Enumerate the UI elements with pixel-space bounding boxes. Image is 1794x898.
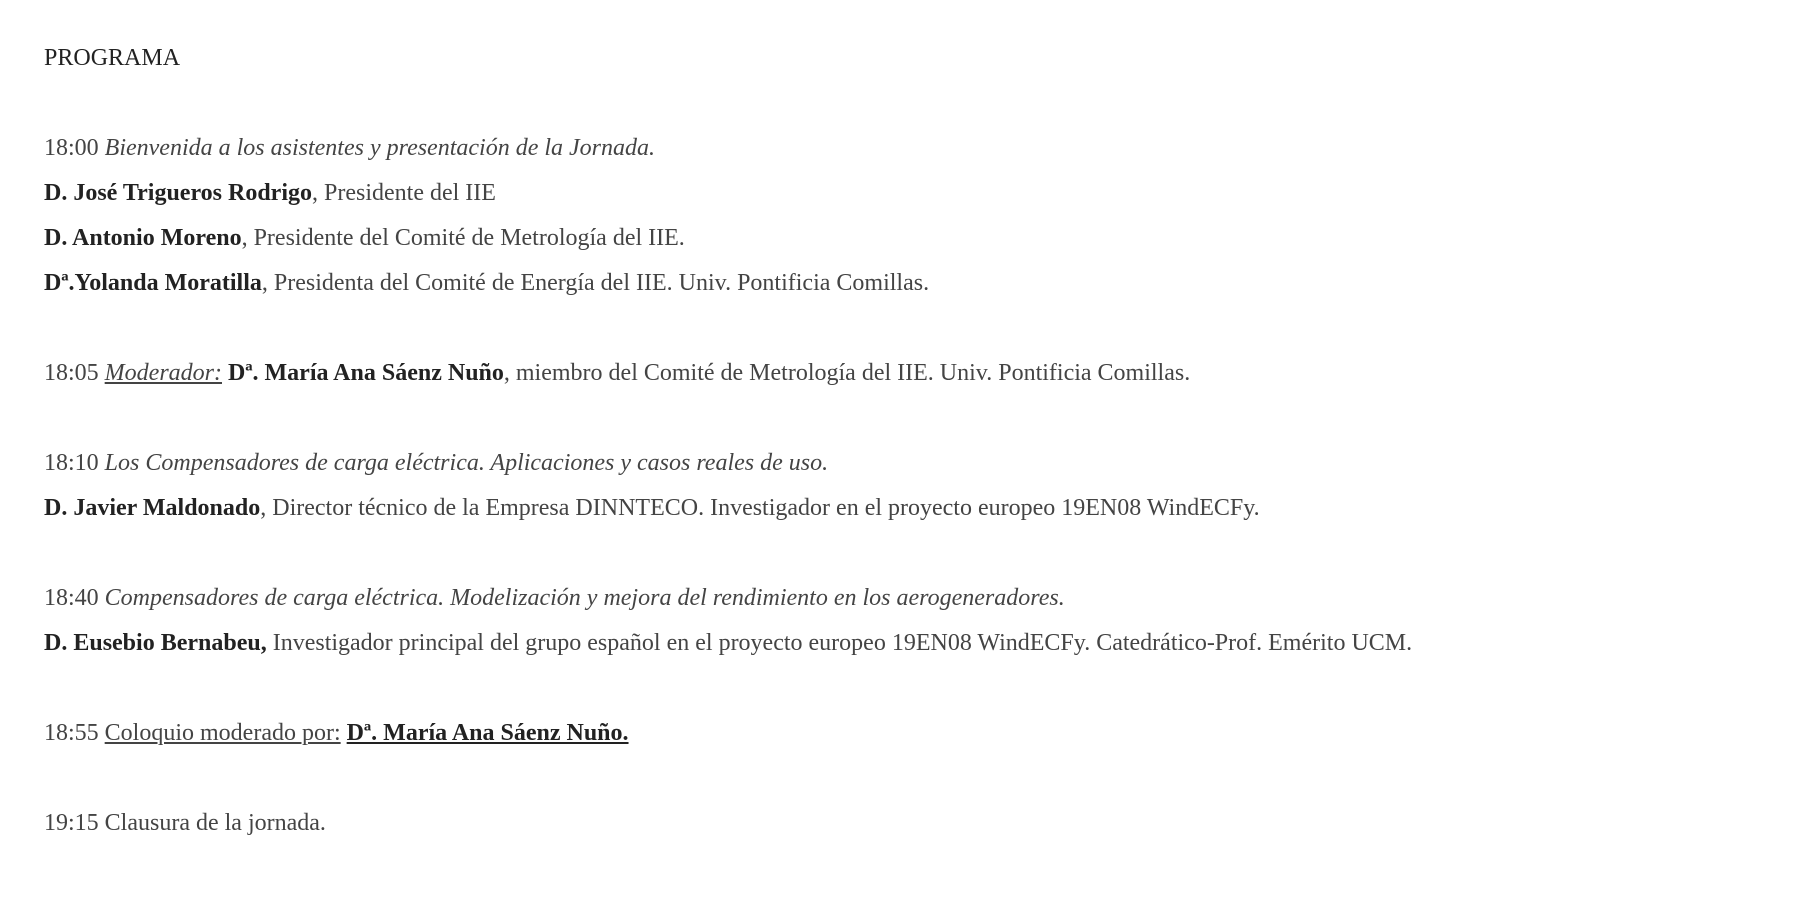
session-time: 18:00 xyxy=(44,135,99,161)
session-time: 18:10 xyxy=(44,450,99,476)
session-title: Bienvenida a los asistentes y presentación de la Jornada. xyxy=(104,135,656,161)
speaker-name: D. Javier Maldonado xyxy=(44,495,261,521)
speaker-line xyxy=(44,171,1754,216)
session-colloquium xyxy=(44,711,1754,756)
colloquium-label: Coloquio moderado por: xyxy=(104,720,341,746)
session-closing xyxy=(44,801,1754,846)
speaker-name: D. Antonio Moreno xyxy=(44,225,242,251)
program-heading: PROGRAMA xyxy=(44,45,181,71)
spacer xyxy=(44,306,1754,351)
speaker-role: , Presidenta del Comité de Energía del IIE. Univ. Pontificia Comillas. xyxy=(261,270,930,296)
session-time: 18:05 xyxy=(44,360,99,386)
spacer xyxy=(44,81,1754,126)
moderator-role: , miembro del Comité de Metrología del IIE. Univ. Pontificia Comillas. xyxy=(503,360,1191,386)
speaker-line xyxy=(44,216,1754,261)
session-talk-1 xyxy=(44,441,1754,486)
spacer xyxy=(44,396,1754,441)
speaker-name: D. José Trigueros Rodrigo xyxy=(44,180,312,206)
session-time: 19:15 xyxy=(44,810,99,836)
speaker-name: Dª.Yolanda Moratilla xyxy=(44,270,262,296)
session-time: 18:40 xyxy=(44,585,99,611)
session-title: Compensadores de carga eléctrica. Modelización y mejora del rendimiento en los aerogeneradores. xyxy=(104,585,1065,611)
session-title: Los Compensadores de carga eléctrica. Aplicaciones y casos reales de uso. xyxy=(104,450,829,476)
session-time: 18:55 xyxy=(44,720,99,746)
session-text: Clausura de la jornada. xyxy=(104,810,326,836)
spacer xyxy=(44,531,1754,576)
speaker-role: , Director técnico de la Empresa DINNTECO. Investigador en el proyecto europeo 19EN08 WindECFy. xyxy=(260,495,1260,521)
speaker-role: , Presidente del IIE xyxy=(312,180,496,206)
spacer xyxy=(44,666,1754,711)
speaker-line xyxy=(44,261,1754,306)
speaker-line xyxy=(44,486,1754,531)
session-moderator xyxy=(44,351,1754,396)
moderator-name: Dª. María Ana Sáenz Nuño xyxy=(228,360,504,386)
speaker-role: , Presidente del Comité de Metrología del IIE. xyxy=(241,225,685,251)
colloquium-moderator-name: Dª. María Ana Sáenz Nuño. xyxy=(346,720,629,746)
session-talk-2 xyxy=(44,576,1754,621)
speaker-role: Investigador principal del grupo español en el proyecto europeo 19EN08 WindECFy. Catedrático-Prof. Emérito UCM. xyxy=(266,630,1413,656)
speaker-line xyxy=(44,621,1754,666)
session-welcome xyxy=(44,126,1754,171)
moderator-label: Moderador: xyxy=(104,360,222,386)
speaker-name: D. Eusebio Bernabeu, xyxy=(44,630,267,656)
spacer xyxy=(44,756,1754,801)
